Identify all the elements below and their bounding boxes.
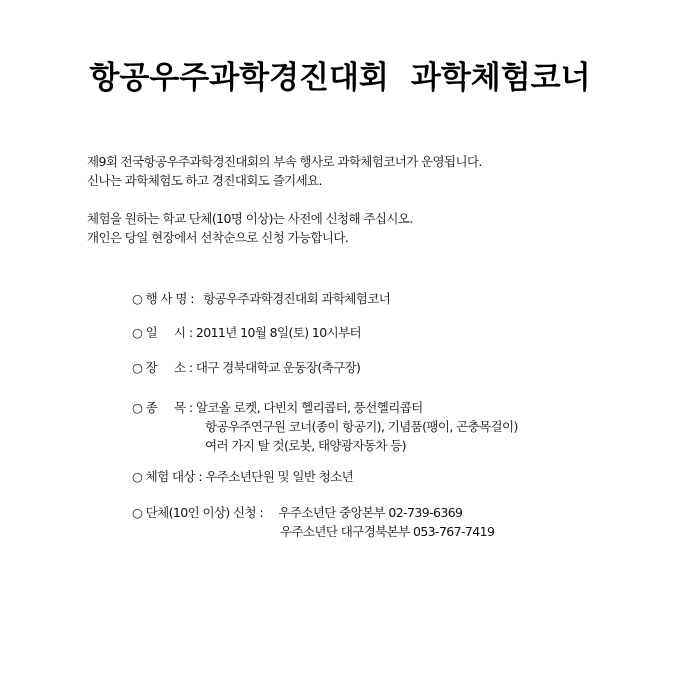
events-line: 알코올 로켓, 다빈치 헬리콥터, 풍선헬리콥터 <box>195 400 423 415</box>
intro-text <box>87 152 647 247</box>
place-value: 대구 경북대학교 운동장(축구장) <box>195 360 361 375</box>
events-line: 여러 가지 탈 것(로봇, 태양광자동차 등) <box>205 438 406 453</box>
place-label: ○ 장 소 : <box>132 360 193 375</box>
events-line: 항공우주연구원 코너(종이 항공기), 기념품(팽이, 곤충목걸이) <box>205 419 518 434</box>
intro-line: 제9회 전국항공우주과학경진대회의 부속 행사로 과학체험코너가 운영됩니다. <box>87 154 482 169</box>
info-date <box>132 323 652 342</box>
event-label: ○ 행 사 명 : <box>132 291 194 306</box>
apply-contact: 우주소년단 중앙본부 02-739-6369 <box>278 505 463 520</box>
title-main: 항공우주과학경진대회 <box>89 60 389 96</box>
event-value: 항공우주과학경진대회 과학체험코너 <box>203 291 391 306</box>
info-target <box>132 467 652 486</box>
date-label: ○ 일 시 : <box>132 325 193 340</box>
apply-label: ○ 단체(10인 이상) 신청 : <box>132 505 263 520</box>
intro-line: 개인은 당일 현장에서 선착순으로 신청 가능합니다. <box>87 230 349 245</box>
info-events <box>132 398 652 455</box>
intro-line: 신나는 과학체험도 하고 경진대회도 즐기세요. <box>87 173 322 188</box>
info-event <box>132 289 652 308</box>
target-value: 우주소년단원 및 일반 청소년 <box>205 469 354 484</box>
events-label: ○ 종 목 : <box>132 400 193 415</box>
page-title <box>0 52 680 97</box>
apply-contact: 우주소년단 대구경북본부 053-767-7419 <box>280 524 495 539</box>
title-sub: 과학체험코너 <box>410 60 591 96</box>
target-label: ○ 체험 대상 : <box>132 469 202 484</box>
info-apply <box>132 503 652 541</box>
intro-line: 체험을 원하는 학교 단체(10명 이상)는 사전에 신청해 주십시오. <box>87 211 413 226</box>
info-place <box>132 358 652 377</box>
date-value: 2011년 10월 8일(토) 10시부터 <box>195 325 362 340</box>
